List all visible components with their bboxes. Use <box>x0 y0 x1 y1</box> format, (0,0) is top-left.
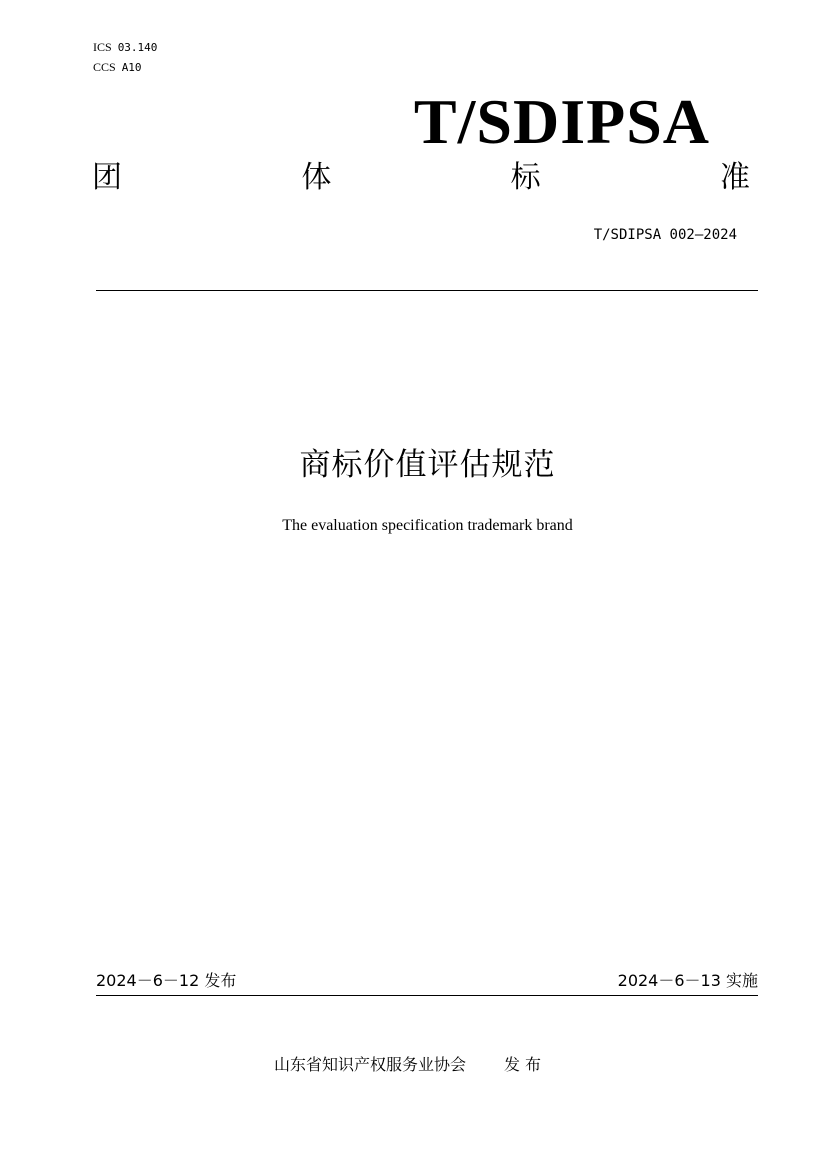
issue-date: 2024－6－12 发布 <box>96 971 237 990</box>
publisher-action: 发 布 <box>503 1055 542 1074</box>
ccs-classification <box>93 60 142 75</box>
ccs-code: A10 <box>121 61 142 74</box>
implementation-date: 2024－6－13 实施 <box>617 971 758 990</box>
publisher-name: 山东省知识产权服务业协会 <box>273 1055 466 1074</box>
standard-type-char: 准 <box>719 160 750 195</box>
ics-code: 03.140 <box>117 41 158 54</box>
publisher-line <box>0 1054 815 1076</box>
standard-number: T/SDIPSA 002—2024 <box>593 227 737 243</box>
document-title-english: The evaluation specification trademark brand <box>282 517 573 534</box>
header-divider <box>96 290 758 291</box>
ccs-label: CCS <box>93 60 116 74</box>
ics-label: ICS <box>93 40 112 54</box>
standard-type-char: 标 <box>510 160 541 195</box>
standard-logo: T/SDIPSA <box>413 86 710 157</box>
footer-divider <box>96 995 758 996</box>
standard-type-char: 团 <box>92 160 122 195</box>
ics-classification <box>93 40 157 55</box>
standard-type <box>92 158 750 198</box>
document-title-chinese: 商标价值评估规范 <box>299 447 556 483</box>
standard-type-char: 体 <box>301 160 332 195</box>
